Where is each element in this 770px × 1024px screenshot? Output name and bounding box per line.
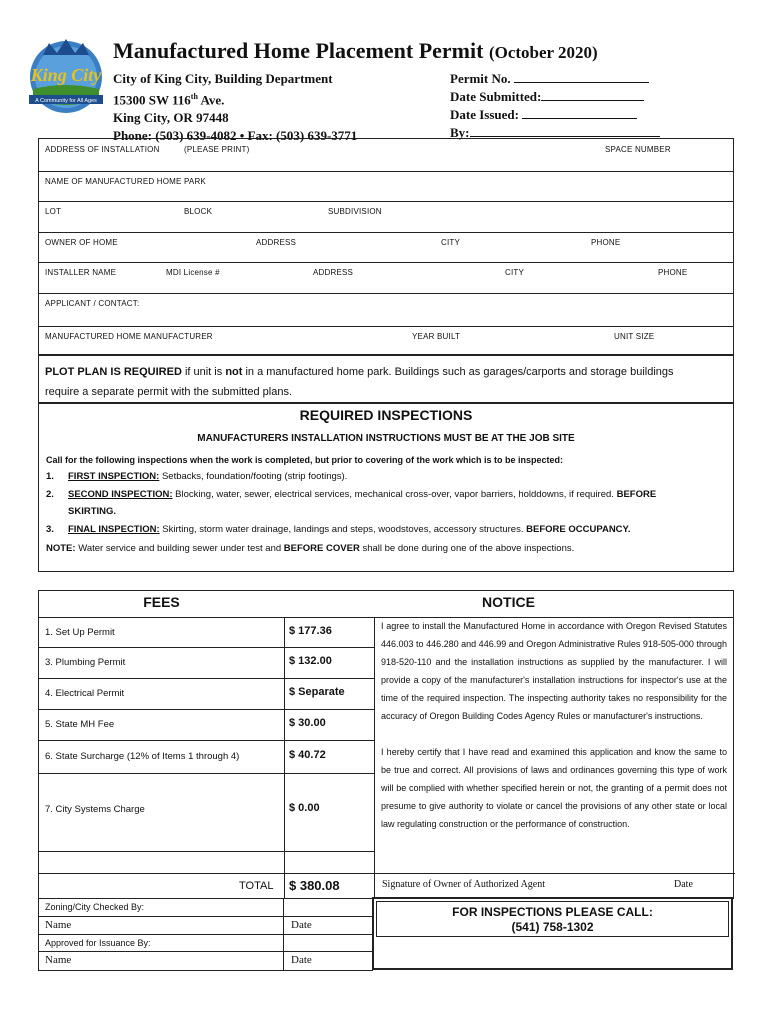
title-date: (October 2020) bbox=[488, 43, 598, 62]
date-submitted-label: Date Submitted: bbox=[450, 89, 542, 104]
call-box-phone: (541) 758-1302 bbox=[511, 920, 594, 934]
installer-row[interactable]: INSTALLER NAME MDI License # ADDRESS CITY PHONE bbox=[39, 262, 733, 294]
required-inspections-section: REQUIRED INSPECTIONS MANUFACTURERS INSTALLATION INSTRUCTIONS MUST BE AT THE JOB SITE Call for the following inspections when the work is completed, but prior to covering of the work which is to be inspected: 1. FIRST INSPECTION: Setbacks, foundation/footing (strip footings). 2. SECOND INSPECTION: Blocking, water, sewer, electrical services, mechanical cross-over, vapor barriers, holddowns, if required. BEFORE SKIRTING. 3. FINAL INSPECTION: Skirting, storm water drainage, landings and steps, woodstoves, accessory structures. BEFORE OCCUPANCY. NOTE: Water service and building sewer under test and BEFORE COVER shall be done during one of the above inspections. bbox=[38, 403, 734, 572]
inspections-subtitle: MANUFACTURERS INSTALLATION INSTRUCTIONS MUST BE AT THE JOB SITE bbox=[197, 433, 575, 444]
city-state-zip: King City, OR 97448 bbox=[113, 110, 229, 126]
inspections-title: REQUIRED INSPECTIONS bbox=[299, 407, 473, 423]
fee-blank-row bbox=[39, 851, 374, 874]
applicant-row[interactable]: APPLICANT / CONTACT: bbox=[39, 293, 733, 327]
street-address: 15300 SW 116th Ave. bbox=[113, 92, 225, 108]
logo-text: King City bbox=[30, 65, 102, 85]
plot-plan-line2: require a separate permit with the submitted plans. bbox=[45, 386, 293, 398]
plot-plan-notice bbox=[38, 355, 734, 403]
notice-heading: NOTICE bbox=[284, 591, 733, 618]
fees-notice-section bbox=[38, 590, 734, 899]
zoning-signature-row[interactable]: Name Date bbox=[38, 917, 373, 934]
notice-paragraph-1: I agree to install the Manufactured Home in accordance with Oregon Revised Statutes 446.003 to 446.280 and 446.99 and Oregon Administrative Rules 918-505-000 through 918-520-110 and the installation instructions as supplied by the manufacturer. I will provide a copy of the manufacturer's installation instructions for inspector's use at the time of the required inspection. The inspecting authority takes no responsibility for the accuracy of Oregon Building Codes Agency Rules or manufacturer's instructions. bbox=[381, 621, 727, 721]
total-value: $ 380.08 bbox=[289, 878, 340, 893]
total-label: TOTAL bbox=[239, 880, 274, 892]
date-issued-label: Date Issued: bbox=[450, 107, 519, 122]
inspections-note: NOTE: Water service and building sewer under test and BEFORE COVER shall be done during one of the above inspections. bbox=[46, 543, 575, 554]
date-submitted-field[interactable] bbox=[541, 88, 644, 101]
fee-row: 1. Set Up Permit $ 177.36 bbox=[39, 617, 374, 648]
fee-row: 3. Plumbing Permit $ 132.00 bbox=[39, 647, 374, 679]
fee-row: 5. State MH Fee $ 30.00 bbox=[39, 709, 374, 741]
manufacturer-row[interactable]: MANUFACTURED HOME MANUFACTURER YEAR BUILT UNIT SIZE bbox=[45, 332, 655, 341]
notice-paragraph-2: I hereby certify that I have read and examined this application and know the same to be true and correct. All provisions of laws and ordinances governing this type of work will be complied with whether specified herein or not, the granting of a permit does not presume to give authority to violate or cancel the provisions of any other state or local law regulating construction or the performance of construction. bbox=[381, 747, 727, 829]
department-info bbox=[113, 70, 357, 145]
permit-info bbox=[450, 70, 660, 142]
second-inspection-item: SECOND INSPECTION: Blocking, water, sewer, electrical services, mechanical cross-over, vapor barriers, holddowns, if required. BEFORE bbox=[68, 489, 657, 500]
inspection-call-box bbox=[372, 897, 733, 970]
approved-for-issuance: Approved for Issuance By: bbox=[38, 934, 373, 952]
by-field[interactable] bbox=[470, 124, 660, 137]
by-label: By: bbox=[450, 125, 470, 140]
department-name: City of King City, Building Department bbox=[113, 71, 333, 86]
owner-row[interactable]: OWNER OF HOME ADDRESS CITY PHONE bbox=[39, 232, 733, 263]
first-inspection-item: FIRST INSPECTION: Setbacks, foundation/footing (strip footings). bbox=[68, 471, 348, 482]
fee-total-row bbox=[39, 873, 374, 899]
signature-line[interactable]: Signature of Owner of Authorized Agent Date bbox=[374, 873, 735, 900]
date-issued-field[interactable] bbox=[522, 106, 637, 119]
phone-fax: Phone: (503) 639-4082 • Fax: (503) 639-3771 bbox=[113, 128, 358, 144]
inspections-call-text: Call for the following inspections when the work is completed, but prior to covering of the work which is to be inspected: bbox=[46, 455, 564, 465]
call-box-title: FOR INSPECTIONS PLEASE CALL: bbox=[452, 905, 653, 919]
plot-plan-line1: PLOT PLAN IS REQUIRED if unit is not in a manufactured home park. Buildings such as garages/carports and storage buildings bbox=[45, 366, 674, 378]
installation-address-row[interactable]: ADDRESS OF INSTALLATION (PLEASE PRINT) SPACE NUMBER bbox=[39, 139, 733, 172]
zoning-checked-by: Zoning/City Checked By: bbox=[38, 899, 373, 917]
permit-no-label: Permit No. bbox=[450, 71, 511, 86]
installation-info-section bbox=[38, 138, 734, 355]
fee-row: 7. City Systems Charge $ 0.00 bbox=[39, 773, 374, 852]
fee-row: 6. State Surcharge (12% of Items 1 through 4) $ 40.72 bbox=[39, 740, 374, 774]
park-name-row[interactable]: NAME OF MANUFACTURED HOME PARK bbox=[39, 171, 733, 202]
city-logo bbox=[27, 37, 105, 115]
fee-row: 4. Electrical Permit $ Separate bbox=[39, 678, 374, 710]
approval-signature-row[interactable]: Name Date bbox=[38, 952, 373, 971]
permit-no-field[interactable] bbox=[514, 70, 649, 83]
page-title: Manufactured Home Placement Permit (October 2020) bbox=[113, 38, 598, 63]
lot-block-row[interactable]: LOT BLOCK SUBDIVISION bbox=[39, 201, 733, 233]
final-inspection-item: FINAL INSPECTION: Skirting, storm water drainage, landings and steps, woodstoves, accessory structures. BEFORE OCCUPANCY. bbox=[68, 524, 631, 535]
fees-heading: FEES bbox=[39, 591, 284, 618]
logo-banner: A Community for All Ages bbox=[35, 98, 97, 104]
